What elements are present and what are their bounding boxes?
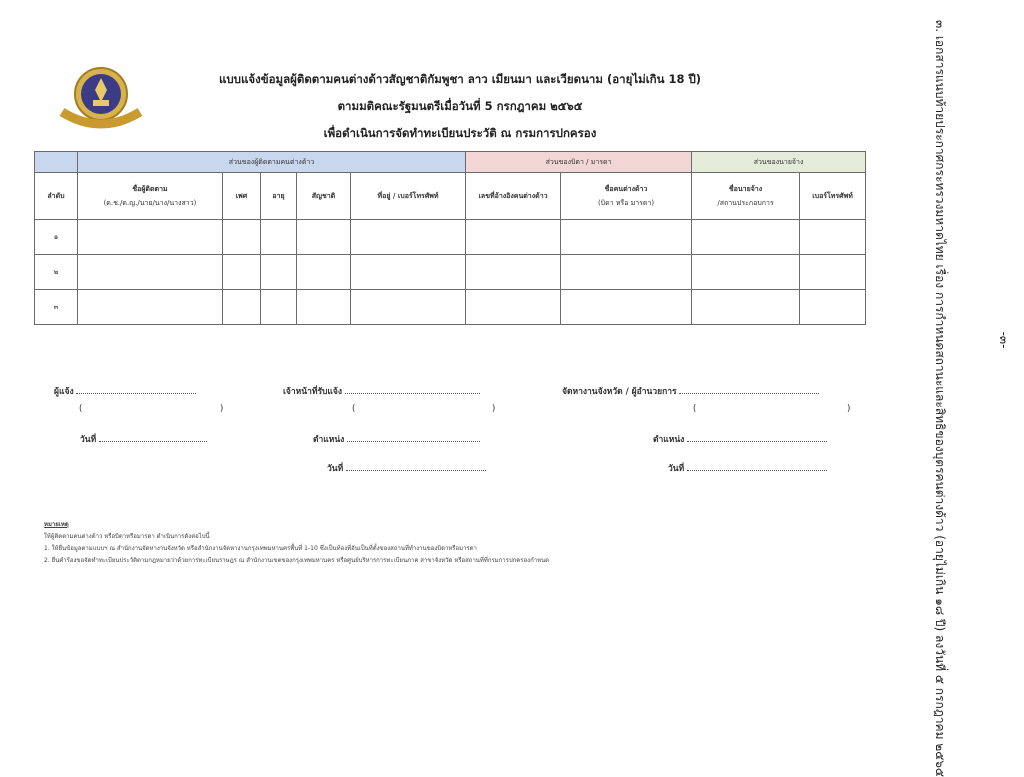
row-number: ๒ (35, 255, 78, 290)
col-employer-label: ชื่อนายจ้าง (728, 185, 763, 193)
informant-paren-open: ( (79, 404, 83, 414)
col-age: อายุ (261, 173, 297, 220)
form-purpose: เพื่อดำเนินการจัดทำทะเบียนประวัติ ณ กรมการปกครอง (323, 126, 597, 140)
col-alien-name-label: ชื่อคนต่างด้าว (604, 185, 648, 193)
provincial-date-line[interactable] (687, 461, 827, 471)
form-subtitle: ตามมติคณะรัฐมนตรีเมื่อวันที่ 5 กรกฎาคม ๒๕๖๕ (337, 99, 583, 113)
col-nationality: สัญชาติ (297, 173, 351, 220)
officer-label: เจ้าหน้าที่รับแจ้ง (283, 387, 343, 397)
officer-position-line[interactable] (347, 432, 480, 442)
provincial-paren-open: ( (693, 404, 697, 414)
department-seal-icon (58, 66, 144, 132)
notes-title: หมายเหตุ (44, 521, 69, 528)
provincial-line[interactable] (679, 384, 819, 394)
officer-date-label: วันที่ (327, 464, 344, 474)
informant-date-line[interactable] (99, 432, 207, 442)
col-sex: เพศ (223, 173, 261, 220)
table-row (35, 290, 866, 325)
officer-paren-open: ( (352, 404, 356, 414)
row-number: ๓ (35, 290, 78, 325)
provincial-paren-close: ) (847, 404, 851, 414)
page-number: -๓- (997, 331, 1011, 349)
group-parent: ส่วนของบิดา / มารดา (466, 152, 692, 173)
form-title: แบบแจ้งข้อมูลผู้ติดตามคนต่างด้าวสัญชาติกัมพูชา ลาว เมียนมา และเวียดนาม (อายุไม่เกิน 18 ปี) (218, 72, 702, 86)
provincial-date-label: วันที่ (668, 464, 685, 474)
informant-date-label: วันที่ (80, 435, 97, 445)
col-phone: เบอร์โทรศัพท์ (800, 173, 866, 220)
side-caption (925, 20, 955, 777)
provincial-position (653, 432, 827, 446)
informant-date (80, 432, 207, 446)
notes-block (44, 519, 549, 567)
row-number: ๑ (35, 220, 78, 255)
informant-label: ผู้แจ้ง (54, 387, 74, 397)
col-follower-name (78, 173, 223, 220)
follower-form-table (34, 151, 866, 325)
col-alien-name (561, 173, 692, 220)
notes-line: 2. ยื่นคำร้องขอจัดทำทะเบียนประวัติตามกฎหมายว่าด้วยการทะเบียนราษฎร ณ สำนักงานเขตของกรุงเทพมหานคร หรือศูนย์บริหารการทะเบียนภาค สาขาจังหวัด หรือสถานที่ที่กรมการปกครองกำหนด (44, 557, 550, 564)
col-no: ลำดับ (35, 173, 78, 220)
col-employer-sub: /สถานประกอบการ (717, 199, 774, 207)
table-row (35, 255, 866, 290)
col-follower-name-label: ชื่อผู้ติดตาม (132, 185, 168, 193)
officer-position (313, 432, 480, 446)
informant-line[interactable] (76, 384, 196, 394)
officer-date (327, 461, 486, 475)
col-employer (692, 173, 800, 220)
provincial-date (668, 461, 827, 475)
col-alien-name-sub: (บิดา หรือ มารดา) (597, 199, 655, 207)
notes-line: 1. ให้ยื่นข้อมูลตามแบบฯ ณ สำนักงานจัดหางานจังหวัด หรือสำนักงานจัดหางานกรุงเทพมหานครพื้นที่ 1-10 ซึ่งเป็นท้องที่อันเป็นที่ตั้งของสถานที่ทำงานของบิดาหรือมารดา (44, 545, 477, 552)
officer-signature (283, 384, 480, 398)
provincial-label: จัดหางานจังหวัด / ผู้อำนวยการ (562, 387, 677, 397)
provincial-position-line[interactable] (687, 432, 827, 442)
col-follower-name-sub: (ด.ช./ด.ญ./นาย/นาง/นางสาว) (103, 199, 197, 207)
group-follower: ส่วนของผู้ติดตามคนต่างด้าว (78, 152, 466, 173)
col-address: ที่อยู่ / เบอร์โทรศัพท์ (351, 173, 466, 220)
officer-line[interactable] (345, 384, 480, 394)
notes-line: ให้ผู้ติดตามคนต่างด้าว หรือบิดาหรือมารดา ดำเนินการดังต่อไปนี้ (44, 533, 210, 540)
informant-paren-close: ) (220, 404, 224, 414)
table-row (35, 220, 866, 255)
provincial-signature (562, 384, 819, 398)
informant-signature (54, 384, 196, 398)
col-ref-no: เลขที่อ้างอิงคนต่างด้าว (466, 173, 561, 220)
officer-paren-close: ) (492, 404, 496, 414)
provincial-position-label: ตำแหน่ง (653, 435, 685, 445)
officer-position-label: ตำแหน่ง (313, 435, 345, 445)
officer-date-line[interactable] (346, 461, 486, 471)
side-caption-text: ๓. เอกสารแนบท้ายประกาศกระทรวงมหาดไทย เรื่อง การกำหนดสถานะและสิทธิของบุตรคนต่างด้าว (อายุไม่เกิน ๑๘ ปี) ลงวันที่ ๕ กรกฎาคม ๒๕๖๕ (933, 20, 947, 777)
title-block (180, 66, 740, 147)
group-employer: ส่วนของนายจ้าง (692, 152, 866, 173)
